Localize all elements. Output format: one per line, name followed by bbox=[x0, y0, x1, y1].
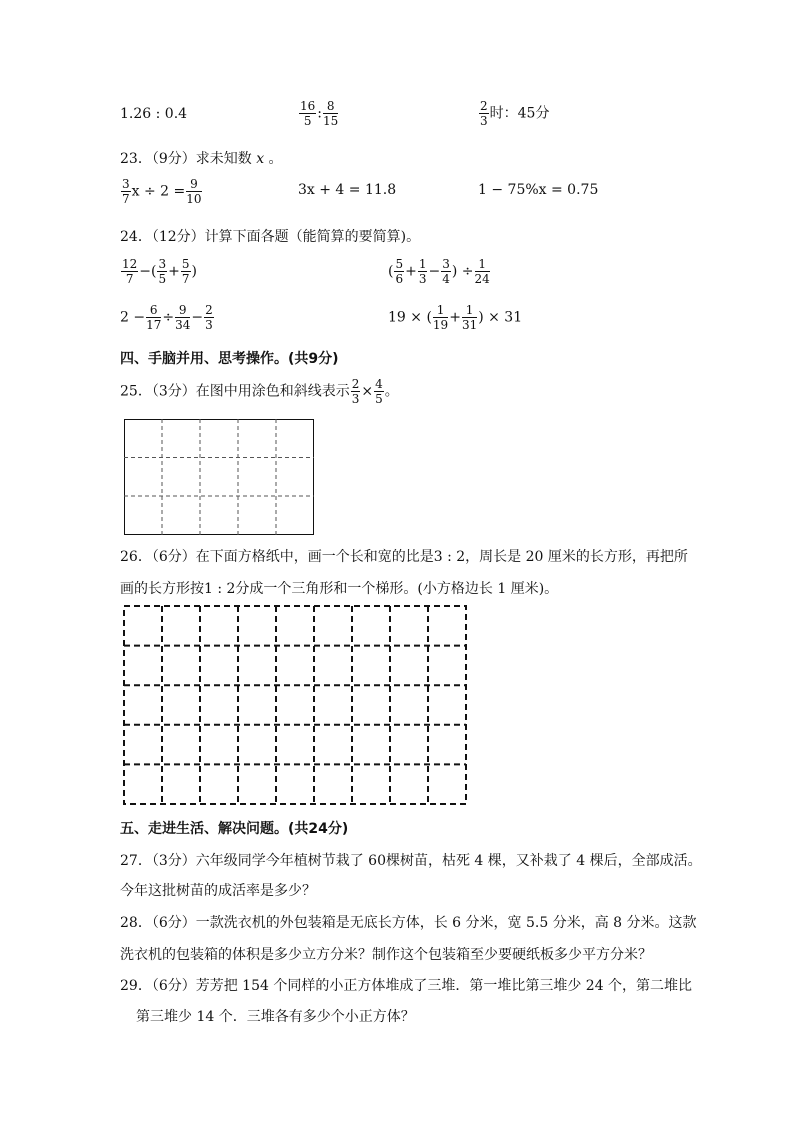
q24-e3: 2 − $\frac{6}{17}$ ÷ $\frac{9}{34}$ − $\frac{2}{3}$ bbox=[120, 303, 213, 332]
q23-label: 23．（9分）求未知数 x 。 bbox=[120, 151, 283, 167]
q29-line2: 第三堆少 14 个．三堆各有多少个小正方体？ bbox=[136, 1009, 415, 1025]
q26-line2: 画的长方形按1 : 2分成一个三角形和一个梯形。(小方格边长 1 厘米)。 bbox=[120, 581, 559, 597]
q23-eq2: 3x + 4 = 11.8 bbox=[298, 182, 397, 198]
q23-eq1: $\frac{3}{7}$ x ÷ 2 = $\frac{9}{10}$ bbox=[122, 177, 202, 206]
q24-e4: 19 × ( $\frac{1}{19}$ + $\frac{1}{31}$ ) × 31 bbox=[388, 303, 523, 332]
q24-e2: ( $\frac{5}{6}$ + $\frac{1}{3}$ − $\frac{3}{4}$ ) ÷ $\frac{1}{24}$ bbox=[388, 257, 490, 286]
q28-line1: 28．（6分）一款洗衣机的外包装箱是无底长方体，长 6 分米，宽 5.5 分米，高 8 分米。这款 bbox=[120, 915, 697, 931]
q25-grid bbox=[124, 419, 314, 535]
ratio-2: $\frac{16}{5}$ : $\frac{8}{15}$ bbox=[300, 99, 339, 128]
q28-line2: 洗衣机的包装箱的体积是多少立方分米？制作这个包装箱至少要硬纸板多少平方分米？ bbox=[120, 947, 652, 963]
section4-title: 四、手脑并用、思考操作。(共9分) bbox=[120, 351, 339, 367]
q27-line2: 今年这批树苗的成活率是多少？ bbox=[120, 883, 316, 899]
q24-e1: $\frac{12}{7}$ −( $\frac{3}{5}$ + $\frac{5}{7}$ ) bbox=[122, 257, 197, 286]
q23-eq3: 1 − 75%x = 0.75 bbox=[478, 182, 599, 198]
ratio-1: 1.26 : 0.4 bbox=[120, 106, 188, 122]
q26-line1: 26．（6分）在下面方格纸中，画一个长和宽的比是3 : 2，周长是 20 厘米的长方形，再把所 bbox=[120, 549, 688, 565]
ratio-3: $\frac{2}{3}$ 时：45分 bbox=[480, 99, 550, 128]
q24-label: 24．（12分）计算下面各题（能简算的要简算)。 bbox=[120, 229, 421, 245]
q29-line1: 29．（6分）芳芳把 154 个同样的小正方体堆成了三堆．第一堆比第三堆少 24 个，第二堆比 bbox=[120, 978, 693, 994]
q25-label: 25．（3分）在图中用涂色和斜线表示 $\frac{2}{3}$ × $\frac{4}{5}$ 。 bbox=[120, 377, 399, 406]
section5-title: 五、走进生活、解决问题。(共24分) bbox=[120, 821, 349, 837]
q26-grid bbox=[122, 604, 468, 806]
q27-line1: 27．（3分）六年级同学今年植树节栽了 60棵树苗，枯死 4 棵，又补栽了 4 棵后，全部成活。 bbox=[120, 853, 702, 869]
